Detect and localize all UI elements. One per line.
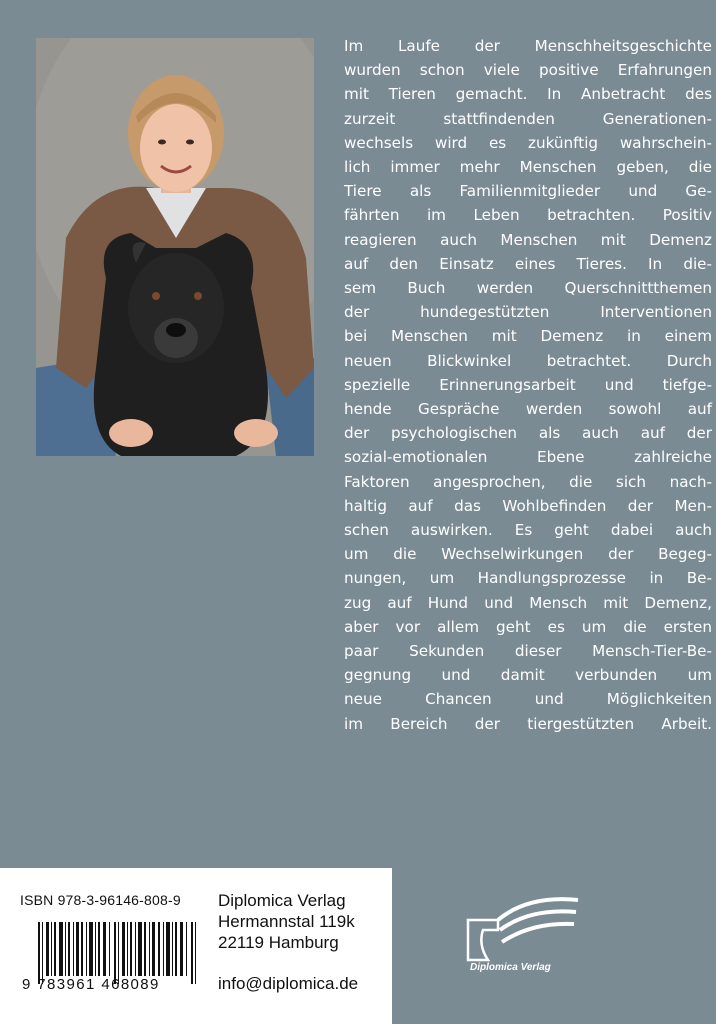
blurb-line: zug auf Hund und Mensch mit Demenz, [344,593,712,612]
barcode-icon [38,922,196,984]
blurb-line: der hundegestützten Interventionen [344,303,712,322]
blurb-line: wurden schon viele positive Erfahrungen [344,61,712,80]
blurb-line: paar Sekunden dieser Mensch-Tier-Be- [344,642,712,661]
back-cover-blurb [344,34,712,736]
publisher-logo-icon [458,890,584,990]
blurb-line: Tiere als Familienmitglieder und Ge- [344,182,712,201]
isbn-number: ISBN 978-3-96146-808-9 [20,892,181,908]
blurb-line: neue Chancen und Möglichkeiten [344,690,712,709]
blurb-line: hende Gespräche werden sowohl auf [344,400,712,419]
blurb-line: im Bereich der tiergestützten Arbeit. [344,714,712,733]
blurb-line: schen auswirken. Es geht dabei auch [344,521,712,540]
isbn-publisher-panel [0,868,392,1024]
blurb-line: Faktoren angesprochen, die sich nach- [344,472,712,491]
blurb-line: wechsels wird es zukünftig wahrschein- [344,133,712,152]
blurb-line: fährten im Leben betrachten. Positiv [344,206,712,225]
publisher-name: Diplomica Verlag [218,891,346,910]
blurb-line: Im Laufe der Menschheitsgeschichte [344,37,712,55]
blurb-line: gegnung und damit verbunden um [344,666,712,685]
blurb-line: nungen, um Handlungsprozesse in Be- [344,569,712,588]
blurb-line: neuen Blickwinkel betrachtet. Durch [344,351,712,370]
publisher-city: 22119 Hamburg [218,933,339,952]
blurb-line: lich immer mehr Menschen geben, die [344,158,712,177]
blurb-line: sem Buch werden Querschnittthemen [344,279,712,298]
blurb-line: reagieren auch Menschen mit Demenz [344,230,712,249]
blurb-line: sozial-emotionalen Ebene zahlreiche [344,448,712,467]
author-photo [36,38,314,456]
blurb-line: mit Tieren gemacht. In Anbetracht des [344,85,712,104]
publisher-email: info@diplomica.de [218,974,359,993]
barcode-digits: 9 783961 468089 [22,976,160,993]
blurb-line: bei Menschen mit Demenz in einem [344,327,712,346]
blurb-line: um die Wechselwirkungen der Begeg- [344,545,712,564]
blurb-line: aber vor allem geht es um die ersten [344,617,712,636]
publisher-street: Hermannstal 119k [218,912,355,931]
publisher-address [218,890,355,953]
blurb-line: zurzeit stattfindenden Generationen- [344,109,712,128]
blurb-line: auf den Einsatz eines Tieres. In die- [344,254,712,273]
author-with-dog-image [36,38,314,456]
blurb-line: spezielle Erinnerungsarbeit und tiefge- [344,375,712,394]
blurb-line: der psychologischen als auch auf der [344,424,712,443]
publisher-logo-text: Diplomica Verlag [470,962,551,973]
blurb-line: haltig auf das Wohlbefinden der Men- [344,496,712,515]
